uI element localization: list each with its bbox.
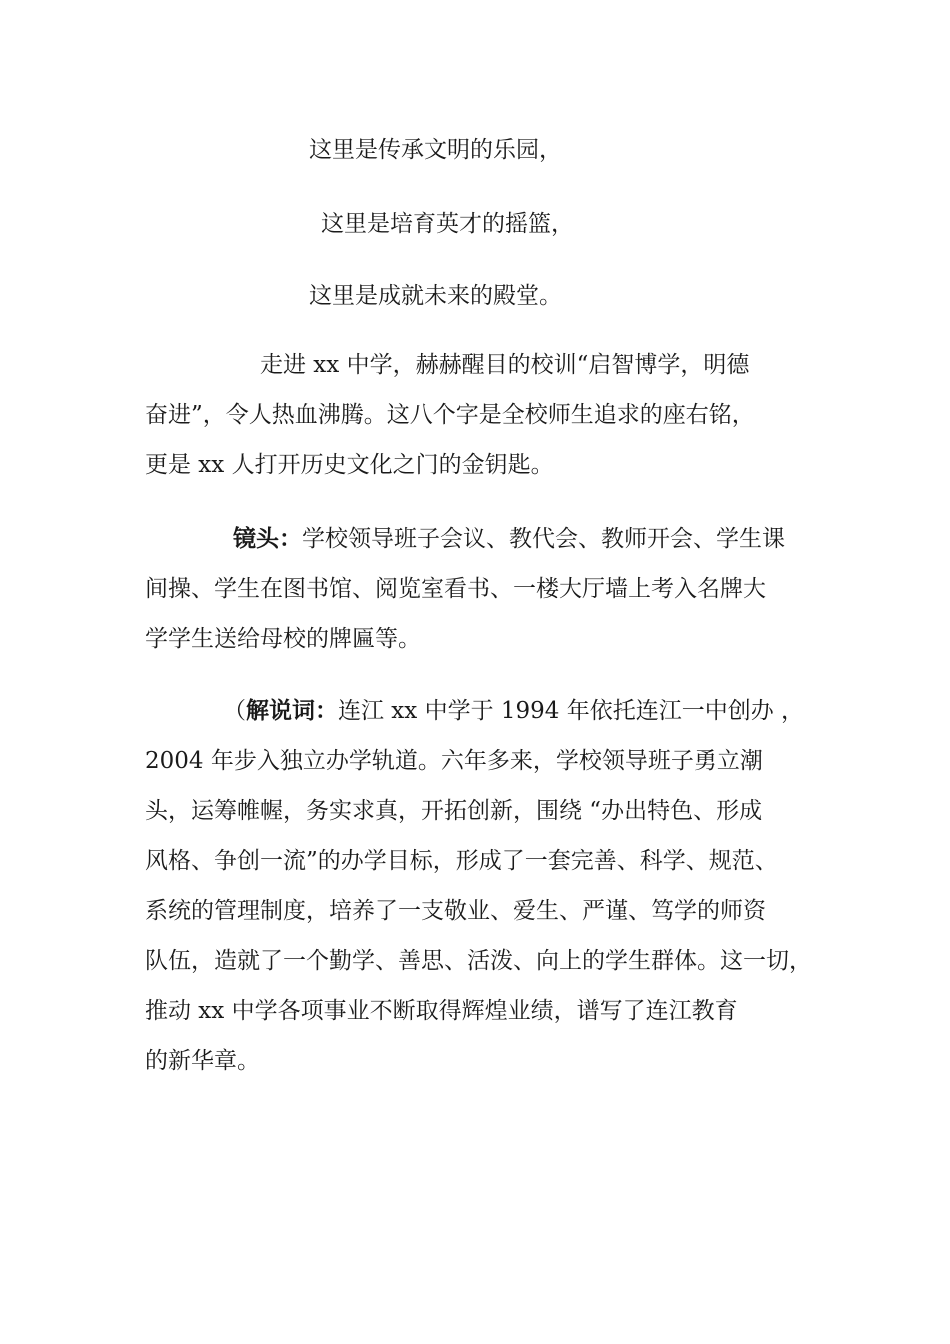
paragraph-school-motto (145, 340, 815, 490)
verse-line-3: 这里是成就未来的殿堂。 (309, 283, 562, 309)
paragraph-line: 间操、学生在图书馆、阅览室看书、一楼大厅墙上考入名牌大 (145, 576, 766, 602)
camera-text: 学校领导班子会议、教代会、教师开会、学生课 (302, 526, 785, 552)
open-paren: （ (223, 698, 246, 724)
paragraph-line (145, 514, 815, 564)
narration-text: 连江 xx 中学于 1994 年依托连江一中创办 ， (338, 698, 805, 724)
narration-label: 解说词： (246, 697, 338, 724)
paragraph-line: 头，运筹帷幄，务实求真，开拓创新，围绕 “办出特色、形成 (145, 798, 763, 824)
paragraph-camera-shots (145, 514, 815, 664)
paragraph-narration (145, 686, 815, 1086)
paragraph-line: 风格、争创一流”的办学目标，形成了一套完善、科学、规范、 (145, 848, 778, 874)
paragraph-line: 更是 xx 人打开历史文化之门的金钥匙。 (145, 452, 554, 478)
verse-line-1: 这里是传承文明的乐园， (309, 137, 562, 163)
paragraph-line: 的新华章。 (145, 1048, 260, 1074)
verse-line-2: 这里是培育英才的摇篮， (321, 211, 574, 237)
camera-label: 镜头： (233, 525, 302, 552)
paragraph-line: 2004 年步入独立办学轨道。六年多来，学校领导班子勇立潮 (145, 748, 763, 774)
paragraph-line: 队伍，造就了一个勤学、善思、活泼、向上的学生群体。这一切， (145, 948, 812, 974)
paragraph-line: 系统的管理制度，培养了一支敬业、爱生、严谨、笃学的师资 (145, 898, 766, 924)
paragraph-line: 奋进”，令人热血沸腾。这八个字是全校师生追求的座右铭， (145, 402, 755, 428)
paragraph-line: 推动 xx 中学各项事业不断取得辉煌业绩，谱写了连江教育 (145, 998, 738, 1024)
paragraph-line: 走进 xx 中学，赫赫醒目的校训“启智博学，明德 (260, 352, 750, 378)
paragraph-line (145, 686, 815, 736)
paragraph-line: 学学生送给母校的牌匾等。 (145, 626, 421, 652)
